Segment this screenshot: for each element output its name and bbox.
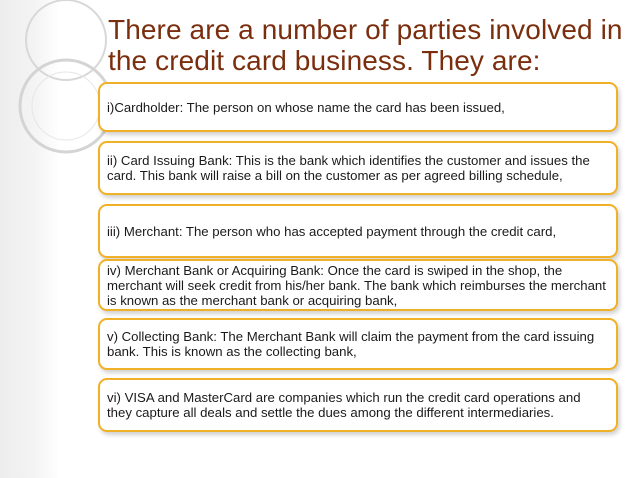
party-item-text: iii) Merchant: The person who has accepted payment through the credit card, (107, 223, 557, 239)
party-item-visa-mastercard (98, 378, 618, 432)
slide-title: There are a number of parties involved in the credit card business. They are: (108, 14, 623, 76)
party-item-text: v) Collecting Bank: The Merchant Bank will claim the payment from the card issuing bank. This is known as the collecting bank, (107, 329, 595, 359)
party-item-text: ii) Card Issuing Bank: This is the bank which identifies the customer and issues the card. This bank will raise a bill on the customer as per agreed billing schedule, (107, 153, 590, 183)
party-item-text: vi) VISA and MasterCard are companies which run the credit card operations and they capture all deals and settle the dues among the different intermediaries. (107, 390, 581, 420)
left-decorative-band (0, 0, 60, 478)
party-item-acquiring-bank (98, 259, 618, 311)
party-item-cardholder (98, 82, 618, 132)
party-item-issuing-bank (98, 141, 618, 195)
party-item-merchant (98, 204, 618, 258)
party-item-text: i)Cardholder: The person on whose name the card has been issued, (107, 99, 505, 115)
party-item-text: iv) Merchant Bank or Acquiring Bank: Once the card is swiped in the shop, the merchant will seek credit from his/her bank. The bank which reimburses the merchant is known as the merchant bank or acquiring bank, (107, 262, 606, 308)
party-item-collecting-bank (98, 318, 618, 370)
